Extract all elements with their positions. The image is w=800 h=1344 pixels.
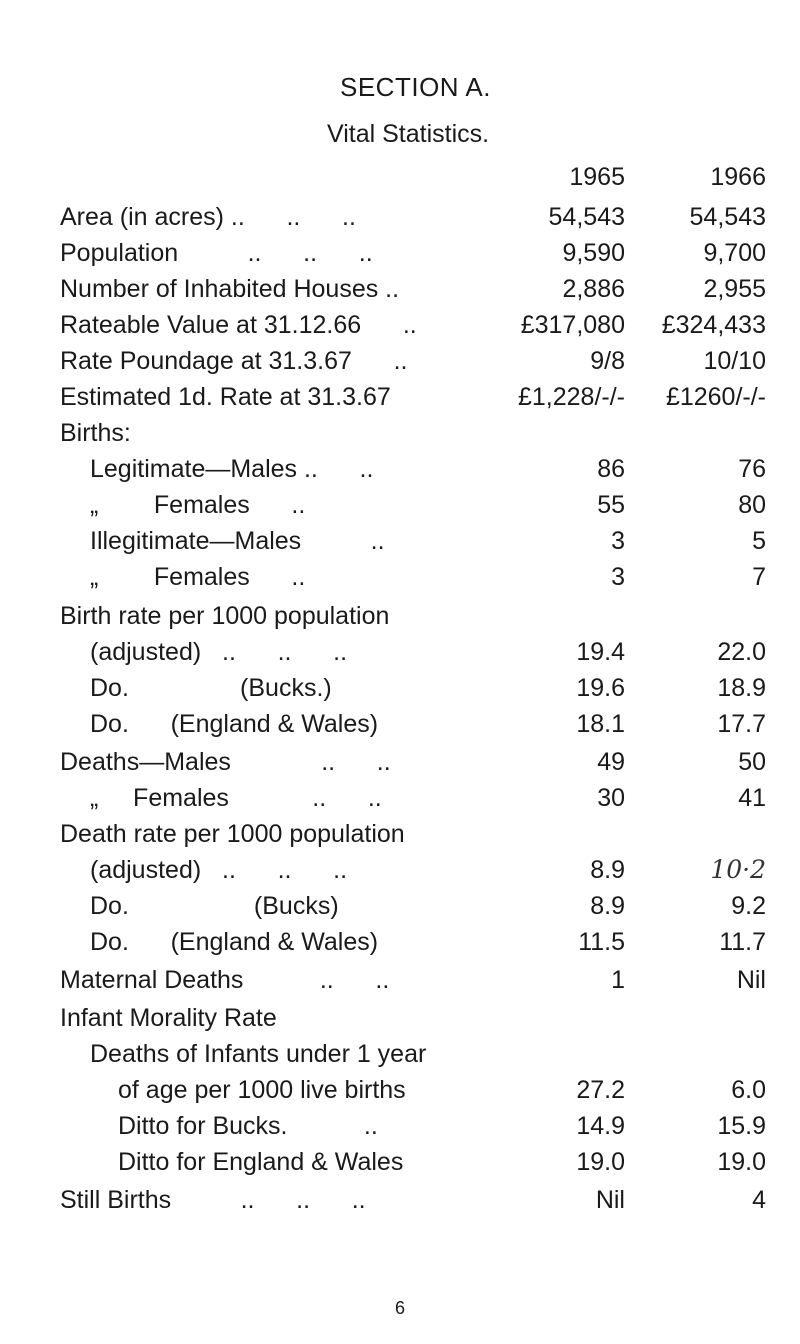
table-row	[0, 889, 800, 923]
row-label: (adjusted) .. .. ..	[90, 856, 348, 884]
row-label: Estimated 1d. Rate at 31.3.67	[60, 383, 391, 411]
value-1965: 19.0	[576, 1148, 625, 1176]
value-1966: 9.2	[731, 892, 766, 920]
section-title: SECTION A.	[340, 72, 491, 102]
row-label: Ditto for Bucks. ..	[118, 1112, 378, 1140]
value-1966: 80	[738, 491, 766, 519]
table-row	[0, 853, 800, 887]
value-1966: 2,955	[703, 275, 766, 303]
table-row	[0, 560, 800, 594]
table-row	[0, 1037, 800, 1071]
value-1966: 22.0	[717, 638, 766, 666]
value-1965: 9,590	[562, 239, 625, 267]
value-1966: 15.9	[717, 1112, 766, 1140]
table-row	[0, 1073, 800, 1107]
table-row	[0, 1109, 800, 1143]
row-label: Births:	[60, 419, 131, 447]
row-label: Number of Inhabited Houses ..	[60, 275, 400, 303]
table-row	[0, 963, 800, 997]
value-1966: Nil	[736, 966, 766, 994]
value-1966: 41	[738, 784, 766, 812]
table-row	[0, 817, 800, 851]
row-label: Do. (Bucks.)	[90, 674, 332, 702]
table-row	[0, 488, 800, 522]
page-subtitle: Vital Statistics.	[327, 120, 490, 148]
table-row	[0, 781, 800, 815]
row-label: Deaths of Infants under 1 year	[90, 1040, 427, 1068]
value-1965: 18.1	[576, 710, 625, 738]
value-1966: 50	[738, 748, 766, 776]
table-row	[0, 745, 800, 779]
column-header-row	[0, 160, 800, 194]
row-label: Do. (England & Wales)	[90, 928, 379, 956]
value-1966: 11.7	[719, 928, 766, 956]
value-1965: 11.5	[578, 928, 625, 956]
value-1965: 49	[597, 748, 625, 776]
table-row	[0, 524, 800, 558]
value-1965: 2,886	[562, 275, 625, 303]
row-label: Death rate per 1000 population	[60, 820, 405, 848]
row-label: „ Females ..	[90, 563, 306, 591]
row-label: Deaths—Males .. ..	[60, 748, 391, 776]
value-1965: 3	[611, 563, 625, 591]
row-label: Infant Morality Rate	[60, 1004, 277, 1032]
table-row	[0, 1001, 800, 1035]
value-1965: £1,228/-/-	[517, 383, 625, 411]
page-number: 6	[394, 1298, 405, 1318]
row-label: Do. (England & Wales)	[90, 710, 379, 738]
value-1965: 27.2	[576, 1076, 625, 1104]
value-1966: 18.9	[717, 674, 766, 702]
table-row	[0, 236, 800, 270]
value-1965: 30	[597, 784, 625, 812]
value-1965: 8.9	[590, 856, 625, 884]
table-row	[0, 635, 800, 669]
row-label: Area (in acres) .. .. ..	[60, 203, 356, 231]
value-1965: £317,080	[520, 311, 625, 339]
row-label: Legitimate—Males .. ..	[90, 455, 374, 483]
row-label: Birth rate per 1000 population	[60, 602, 390, 630]
value-1966: 5	[752, 527, 766, 555]
value-1965: 9/8	[590, 347, 625, 375]
value-1966: 54,543	[689, 203, 766, 231]
value-1966: 19.0	[717, 1148, 766, 1176]
row-label: „ Females ..	[90, 491, 306, 519]
table-row	[0, 380, 800, 414]
table-row	[0, 416, 800, 450]
table-row	[0, 1145, 800, 1179]
row-label: (adjusted) .. .. ..	[90, 638, 348, 666]
value-1965: 54,543	[548, 203, 625, 231]
value-1965: 8.9	[590, 892, 625, 920]
value-1966: 4	[752, 1186, 766, 1214]
value-1965: 86	[597, 455, 625, 483]
table-row	[0, 452, 800, 486]
value-1966: 6.0	[731, 1076, 766, 1104]
column-header-1966: 1966	[710, 163, 766, 191]
value-1966: 7	[752, 563, 766, 591]
table-row	[0, 200, 800, 234]
row-label: Ditto for England & Wales	[118, 1148, 404, 1176]
value-1966: 17.7	[717, 710, 766, 738]
value-1965: 19.4	[576, 638, 625, 666]
row-label: Illegitimate—Males ..	[90, 527, 385, 555]
row-label: Maternal Deaths .. ..	[60, 966, 390, 994]
table-row	[0, 344, 800, 378]
column-header-1965: 1965	[569, 163, 625, 191]
row-label: Rateable Value at 31.12.66 ..	[60, 311, 417, 339]
row-label: Rate Poundage at 31.3.67 ..	[60, 347, 408, 375]
value-1965: 19.6	[576, 674, 625, 702]
value-1965: 14.9	[576, 1112, 625, 1140]
table-row	[0, 599, 800, 633]
table-row	[0, 671, 800, 705]
value-1966: 76	[738, 455, 766, 483]
value-1965: 3	[611, 527, 625, 555]
value-1966: 9,700	[703, 239, 766, 267]
row-label: Population .. .. ..	[60, 239, 373, 267]
value-1965: Nil	[595, 1186, 625, 1214]
value-1966: £1260/-/-	[665, 383, 766, 411]
row-label: of age per 1000 live births	[118, 1076, 406, 1104]
table-row	[0, 925, 800, 959]
value-1965: 1	[611, 966, 625, 994]
handwritten-value-1966: 10·2	[710, 855, 766, 884]
table-row	[0, 707, 800, 741]
row-label: Still Births .. .. ..	[60, 1186, 366, 1214]
row-label: „ Females .. ..	[90, 784, 382, 812]
table-row	[0, 272, 800, 306]
row-label: Do. (Bucks)	[90, 892, 339, 920]
value-1966: 10/10	[703, 347, 766, 375]
table-row	[0, 308, 800, 342]
value-1965: 55	[597, 491, 625, 519]
table-row	[0, 1183, 800, 1217]
value-1966: £324,433	[661, 311, 766, 339]
